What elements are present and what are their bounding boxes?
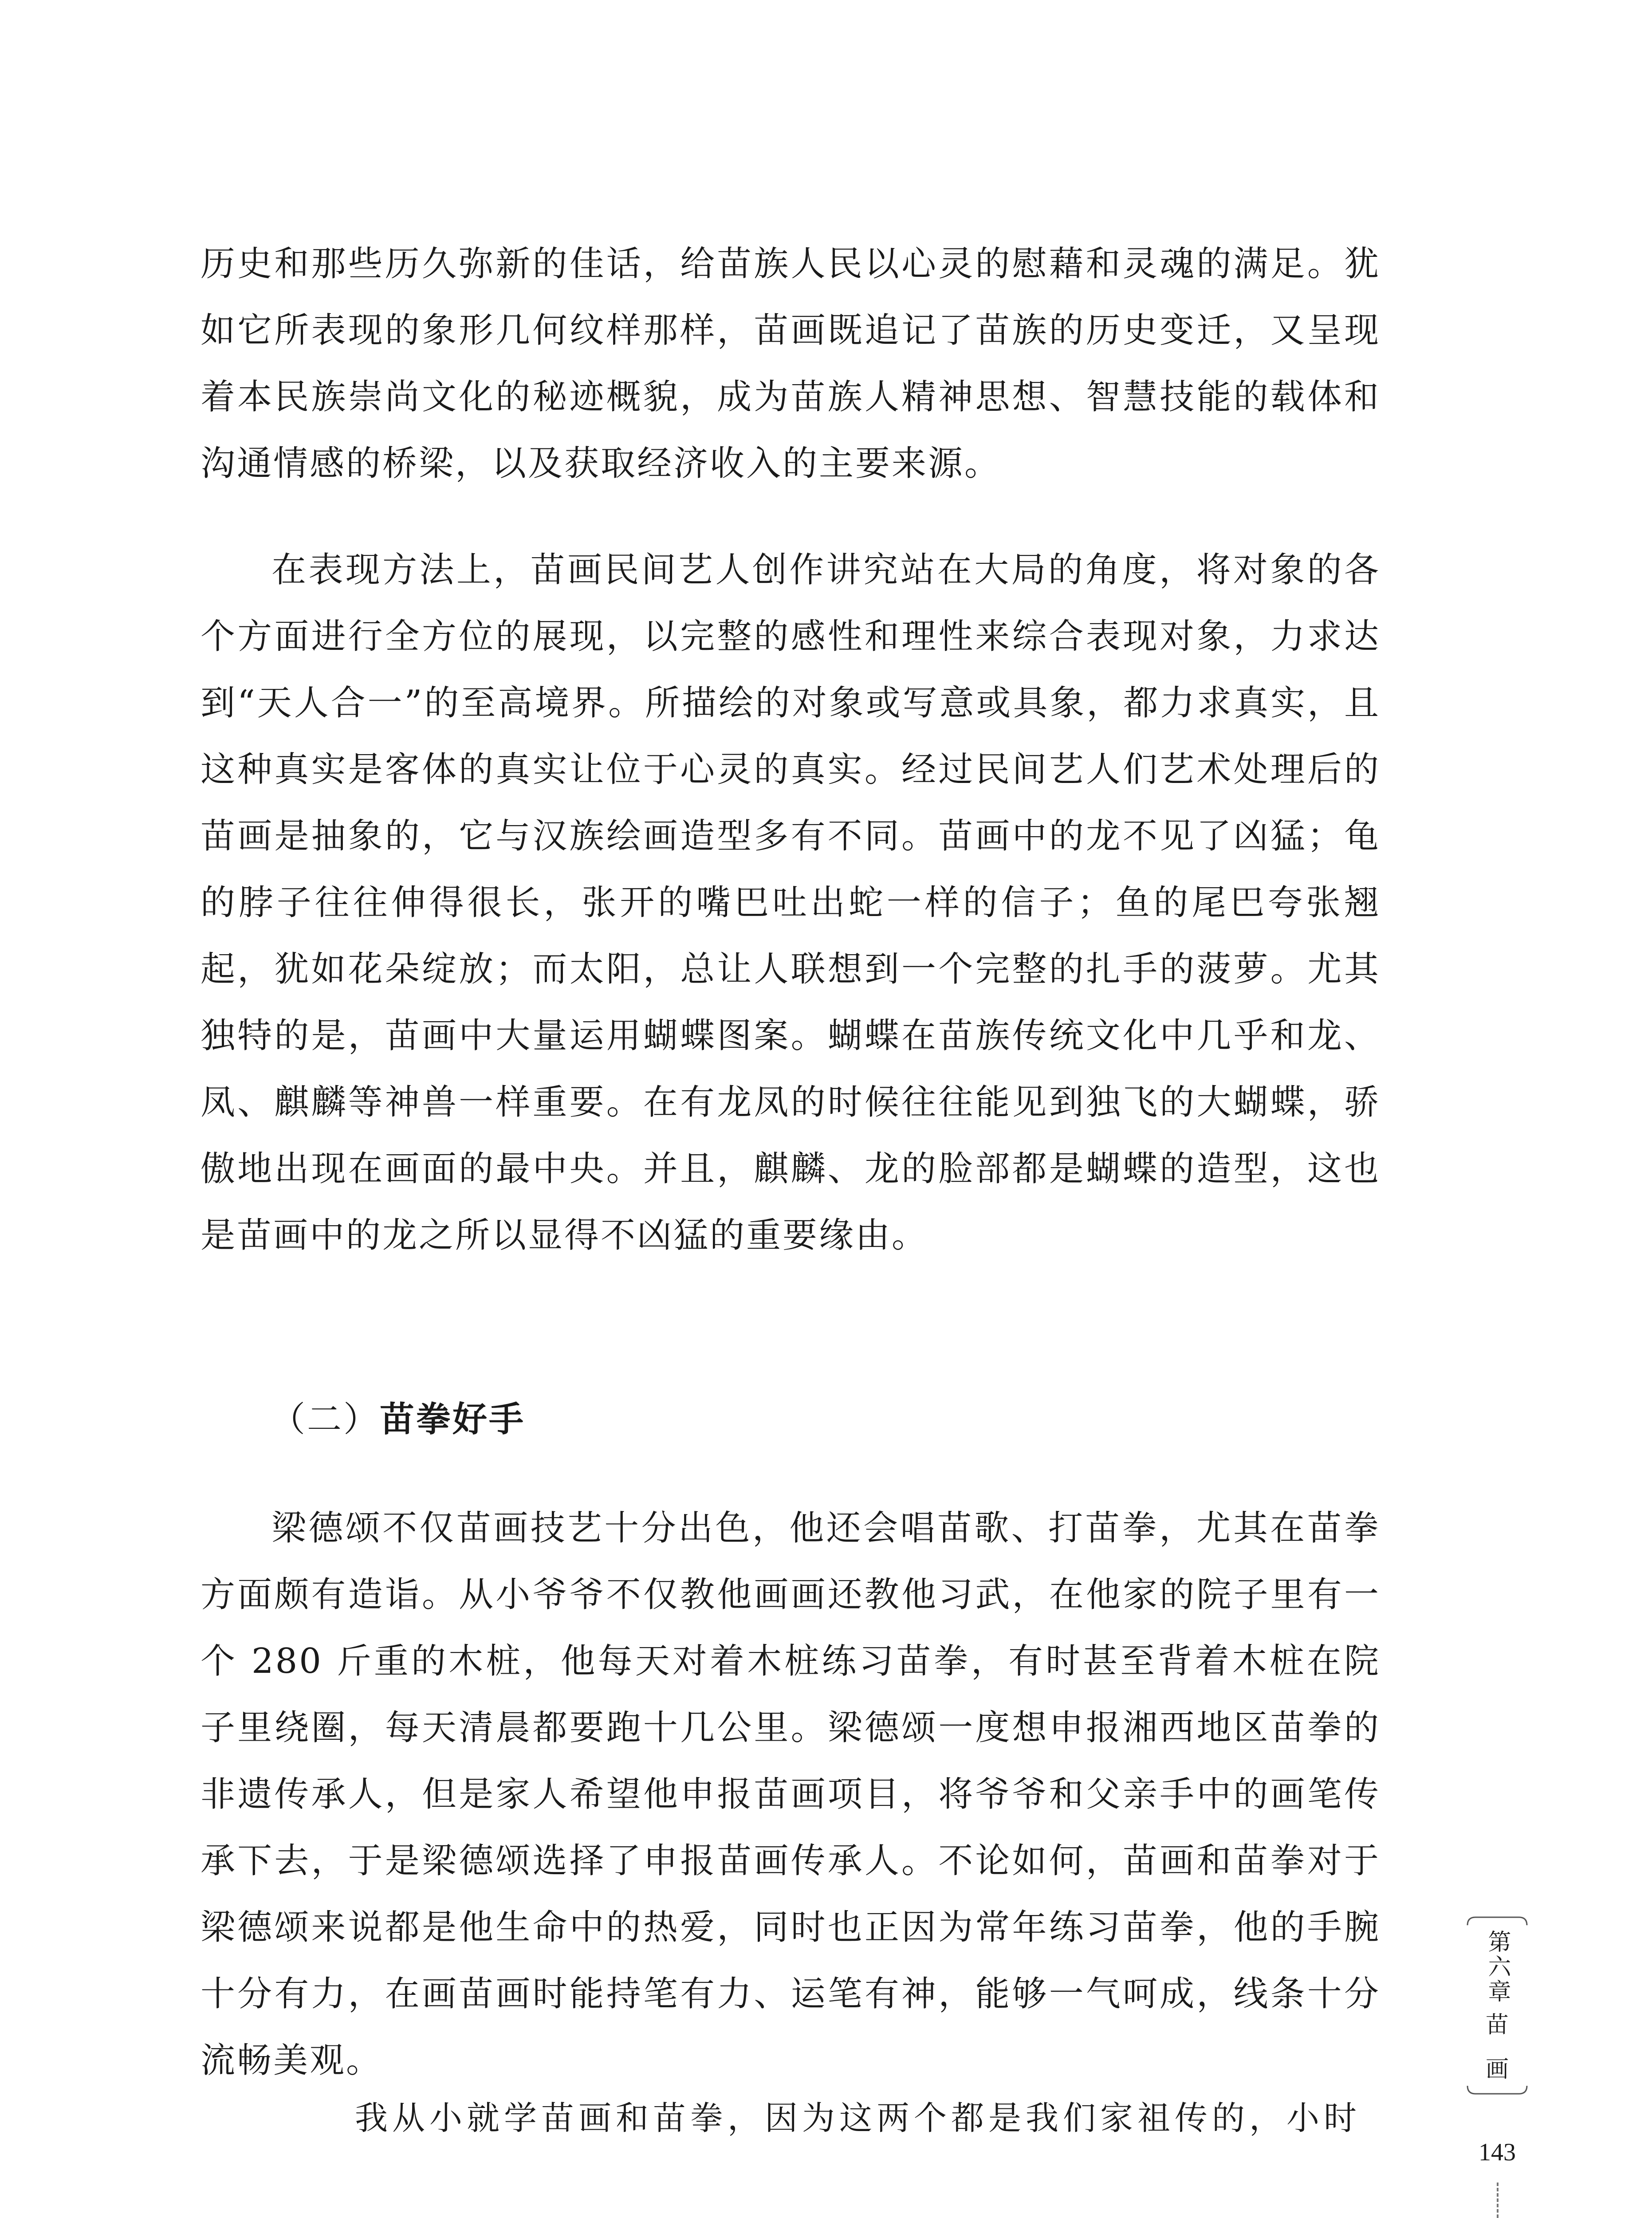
quoted-speech: 我从小就学苗画和苗拳，因为这两个都是我们家祖传的，小时 [355, 2099, 1361, 2137]
margin-dashed-line [1497, 2183, 1499, 2218]
body-paragraph: 历史和那些历久弥新的佳话，给苗族人民以心灵的慰藉和灵魂的满足。犹如它所表现的象形几何纹样那样，苗画既追记了苗族的历史变迁，又呈现着本民族崇尚文化的秘迹概貌，成为苗族人精神思想、智慧技能的载体和沟通情感的桥梁，以及获取经济收入的主要来源。 [201, 244, 1381, 484]
body-paragraph: 在表现方法上，苗画民间艺人创作讲究站在大局的角度，将对象的各个方面进行全方位的展现，以完整的感性和理性来综合表现对象，力求达到“天人合一”的至高境界。所描绘的对象或写意或具象，都力求真实，且这种真实是客体的真实让位于心灵的真实。经过民间艺人们艺术处理后的苗画是抽象的，它与汉族绘画造型多有不同。苗画中的龙不见了凶猛；龟的脖子往往伸得很长，张开的嘴巴吐出蛇一样的信子；鱼的尾巴夸张翘起，犹如花朵绽放；而太阳，总让人联想到一个完整的扎手的菠萝。尤其独特的是，苗画中大量运用蝴蝶图案。蝴蝶在苗族传统文化中几乎和龙、凤、麒麟等神兽一样重要。在有龙凤的时候往往能见到独飞的大蝴蝶，骄傲地出现在画面的最中央。并且，麒麟、龙的脸部都是蝴蝶的造型，这也是苗画中的龙之所以显得不凶猛的重要缘由。 [201, 550, 1381, 1255]
section-number: （二） [271, 1400, 380, 1439]
side-title-label [1464, 2003, 1530, 2092]
section-heading [271, 1393, 525, 1446]
chapter-label: 第六章 [1484, 1930, 1510, 2004]
side-title-char: 苗 [1485, 2012, 1509, 2038]
chapter-side-tab [1464, 1912, 1530, 2098]
page-number: 143 [1479, 2139, 1516, 2166]
body-paragraph: 梁德颂不仅苗画技艺十分出色，他还会唱苗歌、打苗拳，尤其在苗拳方面颇有造诣。从小爷爷不仅教他画画还教他习武，在他家的院子里有一个 280 斤重的木桩，他每天对着木桩练习苗拳，有时甚至背着木桩在院子里绕圈，每天清晨都要跑十几公里。梁德颂一度想申报湘西地区苗拳的非遗传承人，但是家人希望他申报苗画项目，将爷爷和父亲手中的画笔传承下去，于是梁德颂选择了申报苗画传承人。不论如何，苗画和苗拳对于梁德颂来说都是他生命中的热爱，同时也正因为常年练习苗拳，他的手腕十分有力，在画苗画时能持笔有力、运笔有神，能够一气呵成，线条十分流畅美观。 [201, 1508, 1381, 2080]
section-title: 苗拳好手 [380, 1400, 526, 1439]
side-title-char: 画 [1485, 2056, 1509, 2083]
side-chapter-label [1464, 1930, 1530, 2010]
